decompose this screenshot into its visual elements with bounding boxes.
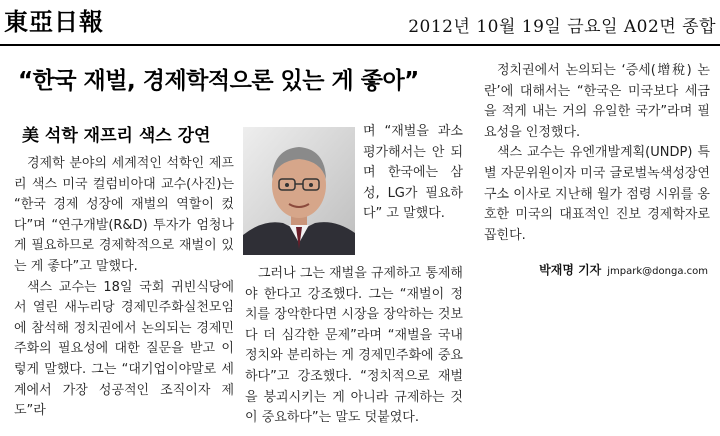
dateline: 2012년 10월 19일 금요일 A02면 종합 [408,17,716,37]
header-rule [0,44,720,46]
paragraph: 색스 교수는 유엔개발계획(UNDP) 특별 자문위원이자 미국 글로벌녹색성장연구소 이사로 지난해 월가 점령 시위를 옹호한 미국의 대표적인 진보 경제학자로 꼽힌다. [484,145,710,243]
byline [539,261,708,278]
article-headline: “한국 재벌, 경제학적으론 있는 게 좋아” [18,68,419,94]
portrait-illustration [243,127,355,255]
paragraph: 며 “재벌을 과소평가해서는 안 되며 한국에는 삼성, LG가 필요하다” 고 말했다. [363,124,463,222]
portrait-photo [243,127,355,255]
paragraph: 색스 교수는 18일 국회 귀빈식당에서 열린 새누리당 경제민주화실천모임에 참석해 정치권에서 논의되는 경제민주화의 필요성에 대한 질문을 받고 이렇게 말했다. 그는 “대기업이야말로 세계에서 가장 성공적인 조직이자 제도”라 [14,279,234,419]
paragraph: 정치권에서 논의되는 ‘증세(增稅) 논란’에 대해서는 “한국은 미국보다 세금을 적게 내는 거의 유일한 국가”라며 필요성을 인정했다. [484,63,710,140]
article-subhead: 美 석학 재프리 색스 강연 [22,126,211,146]
reporter-name: 박재명 기자 [539,263,602,277]
newspaper-masthead: 東亞日報 [4,7,104,36]
article-column-left [14,154,234,422]
article-column-middle [245,264,463,429]
paragraph: 경제학 분야의 세계적인 석학인 제프리 색스 미국 컬럼비아대 교수(사진)는 “한국 경제 성장에 재벌의 역할이 컸다”며 “연구개발(R&D) 투자가 엄청나게 필요하므로 경제학적으로 재벌이 있는 게 좋다”고 말했다. [14,156,234,274]
paragraph: 그러나 그는 재벌을 규제하고 통제해야 한다고 강조했다. 그는 “재벌이 정치를 장악한다면 시장을 장악하는 것보다 더 심각한 문제”라며 “재벌을 국내 정치와 분리하는 게 경제민주화에 중요하다”고 강조했다. “정치적으로 재벌을 붕괴시키는 게 아니라 규제하는 것이 중요하다”는 말도 덧붙였다. [245,266,463,426]
reporter-email[interactable]: jmpark@donga.com [607,266,708,277]
article-column-middle-top [363,122,463,225]
article-column-right [484,61,710,246]
